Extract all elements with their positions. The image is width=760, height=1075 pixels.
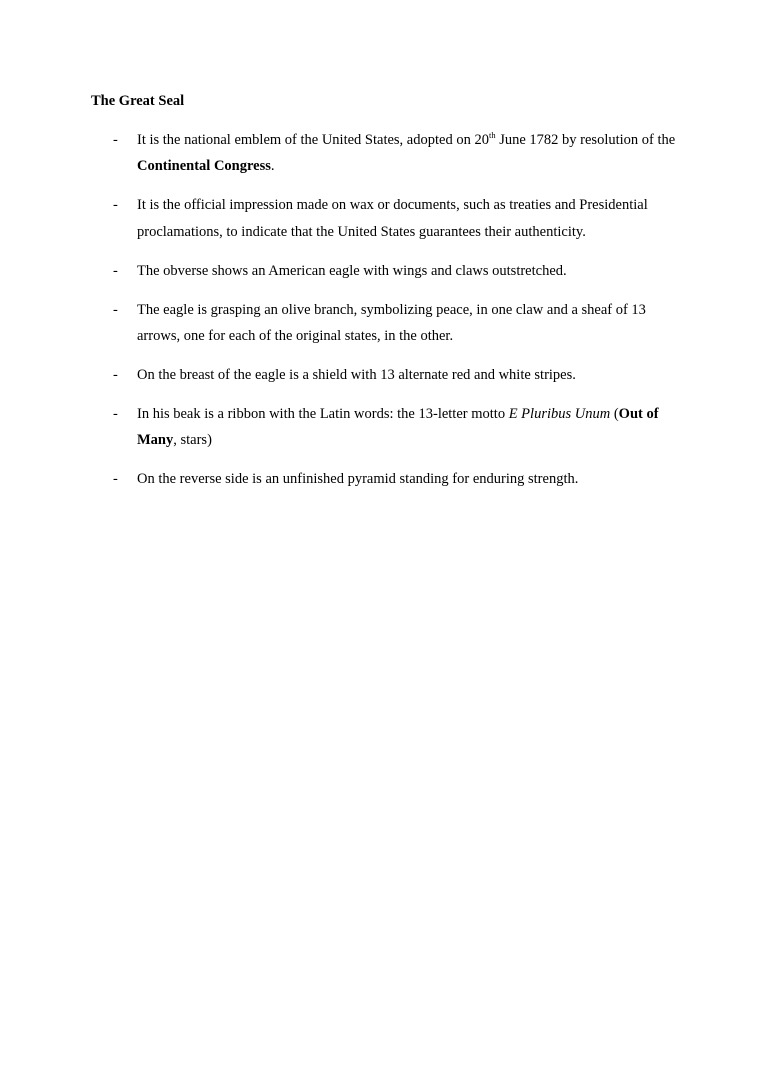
bullet-item-impression xyxy=(91,192,691,245)
document-heading: The Great Seal xyxy=(91,93,185,109)
item-text: On the reverse side is an unfinished pyramid standing for enduring strength. xyxy=(137,471,579,488)
bullet-dash: - xyxy=(113,366,118,383)
item-text: The obverse shows an American eagle with wings and claws outstretched. xyxy=(137,262,567,279)
bullet-dash: - xyxy=(113,197,118,214)
bullet-item-reverse xyxy=(91,466,691,492)
item-text: June 1782 by resolution of the xyxy=(495,132,676,148)
bullet-dash: - xyxy=(113,471,118,488)
bullet-dash: - xyxy=(113,301,118,318)
bold-term: Out of Many xyxy=(137,405,659,449)
ordinal-suffix: th xyxy=(488,130,496,140)
bullet-list xyxy=(91,127,691,505)
item-text: ( xyxy=(610,405,619,422)
bullet-item-eagle-grasp xyxy=(91,297,691,350)
bullet-item-shield xyxy=(91,362,691,388)
item-text: On the breast of the eagle is a shield with 13 alternate red and white stripes. xyxy=(137,366,576,383)
item-text: It is the national emblem of the United States, adopted on 20 xyxy=(137,132,489,148)
bullet-item-motto xyxy=(91,401,691,454)
item-text: In his beak is a ribbon with the Latin words: the 13-letter motto xyxy=(137,405,509,422)
bold-term: Continental Congress xyxy=(137,158,271,175)
item-text: . xyxy=(270,158,275,175)
bullet-item-obverse xyxy=(91,258,691,284)
item-text: , stars) xyxy=(173,432,212,449)
item-text: It is the official impression made on wax or documents, such as treaties and Presidential proclamations, to indicate that the United States guarantees their authenticity. xyxy=(137,197,648,240)
bullet-dash: - xyxy=(113,405,118,422)
italic-motto: E Pluribus Unum xyxy=(508,405,611,422)
bullet-item-adoption xyxy=(91,127,691,180)
bullet-dash: - xyxy=(113,132,118,148)
item-text: The eagle is grasping an olive branch, symbolizing peace, in one claw and a sheaf of 13 arrows, one for each of the original states, in the other. xyxy=(137,301,646,344)
bullet-dash: - xyxy=(113,262,118,279)
